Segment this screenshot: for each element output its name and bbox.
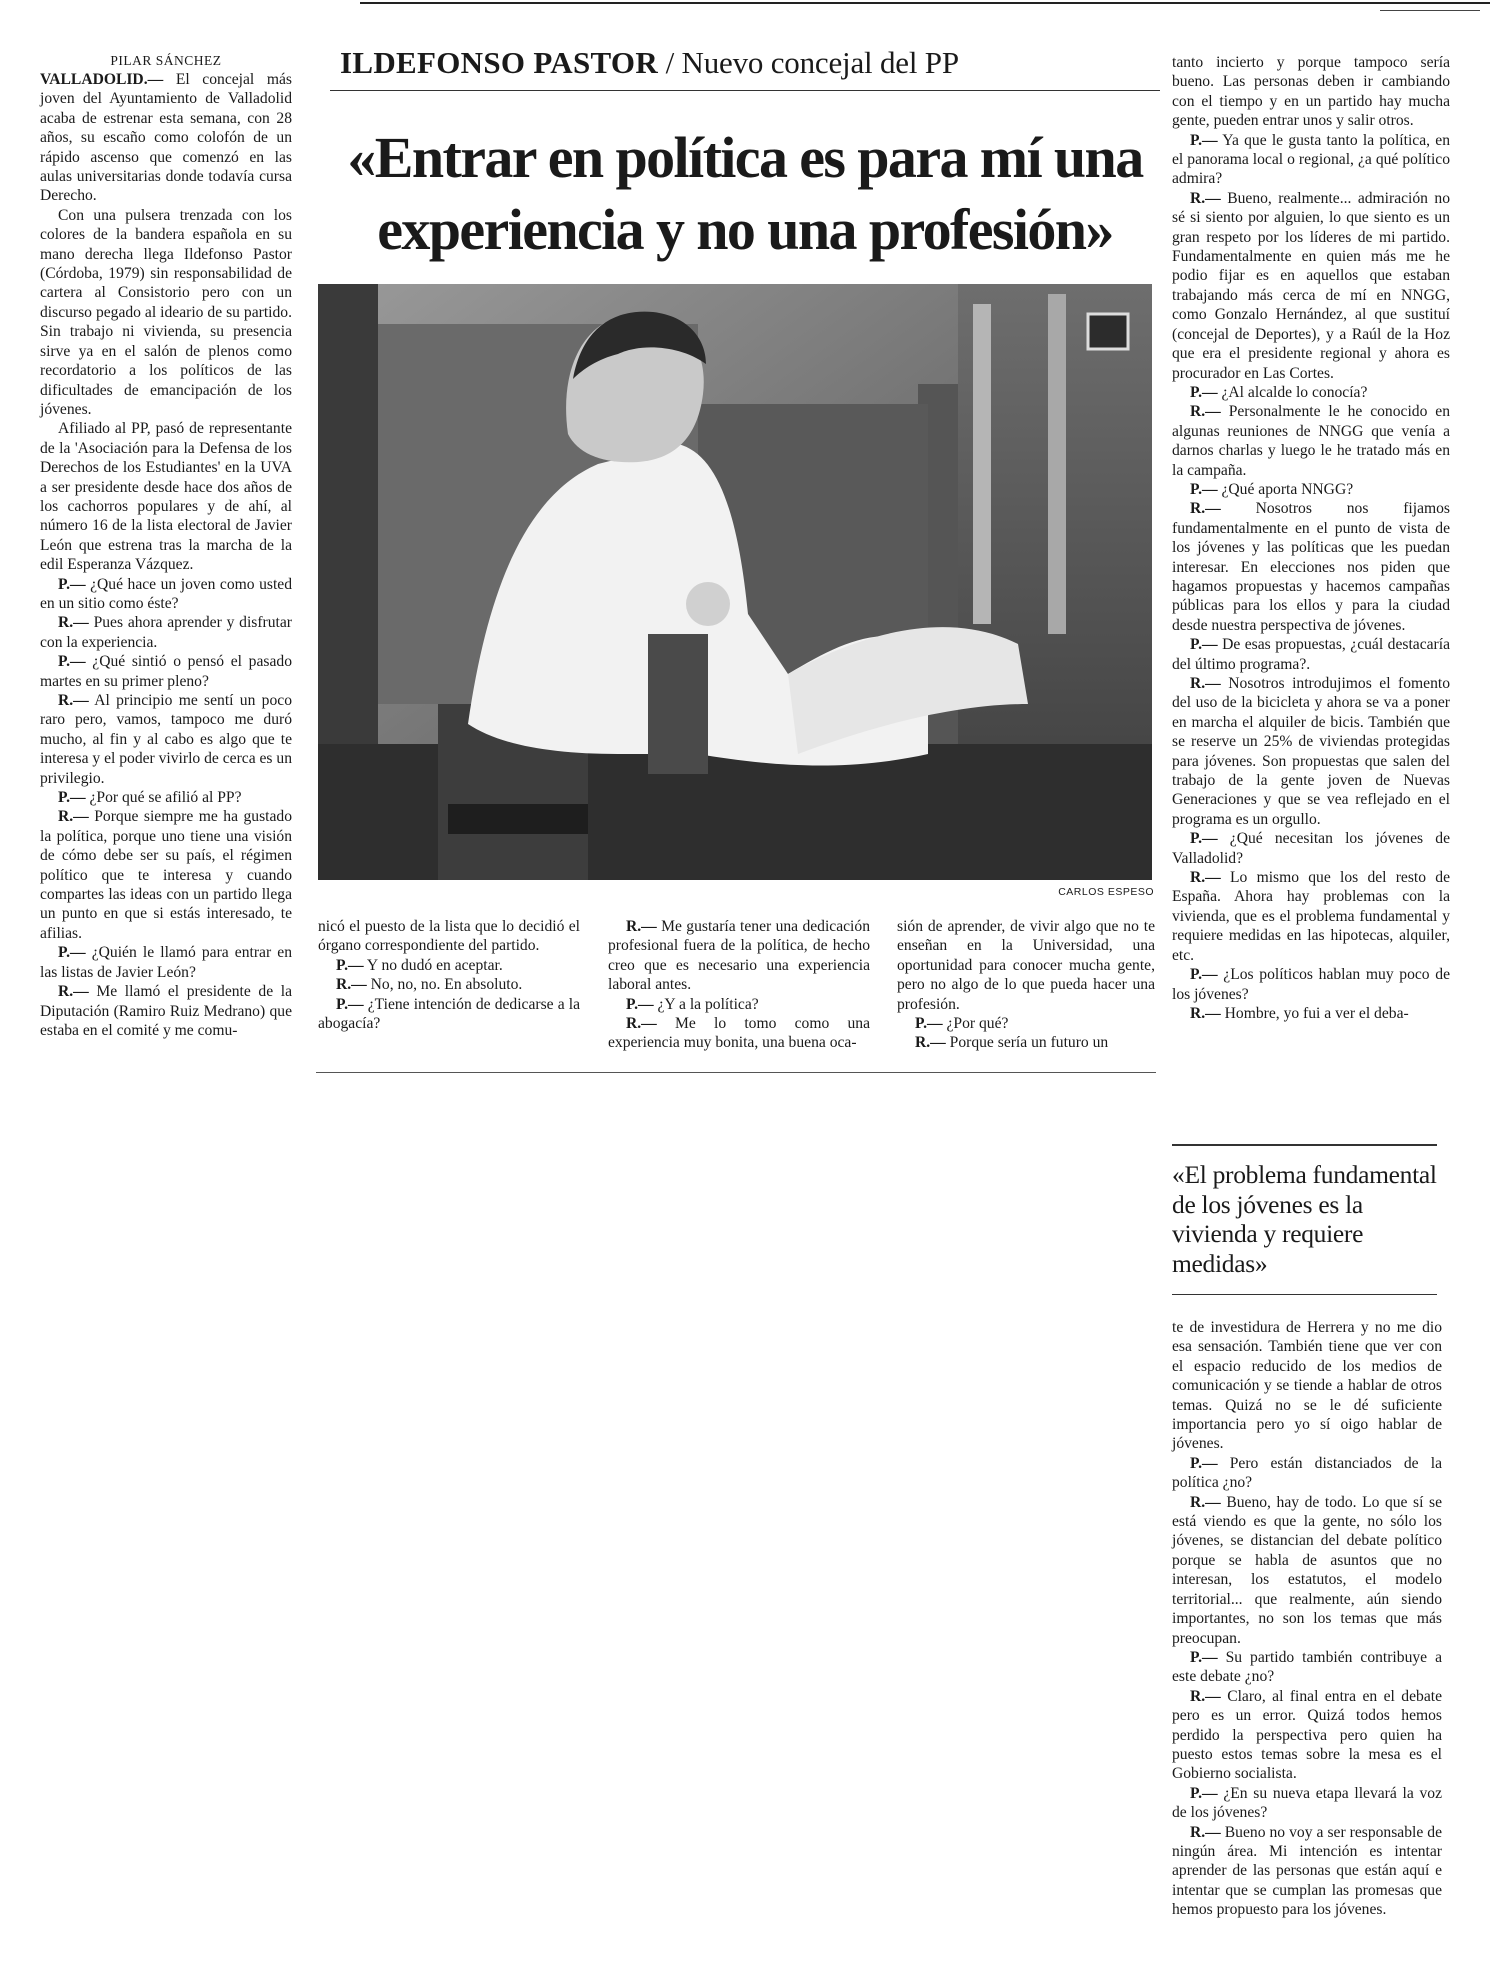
paragraph: [40, 943, 292, 982]
paragraph: [1172, 402, 1450, 480]
paragraph: [40, 652, 292, 691]
speaker-label: P.—: [626, 995, 654, 1013]
speaker-label: R.—: [1190, 675, 1221, 692]
paragraph-text: ¿Qué hace un joven como usted en un sitio como éste?: [40, 575, 292, 612]
paragraph: [318, 917, 580, 956]
paragraph-text: Nosotros nos fijamos fundamentalmente en el punto de vista de los jóvenes y las políticas que les puedan interesar. En elecciones nos piden que hagamos propuestas y hacemos campañas públicas para los ellos y para la ciudad desde nuestra perspectiva de jóvenes.: [1172, 500, 1450, 634]
headline-line-2: experiencia y no una profesión»: [377, 197, 1113, 262]
speaker-label: R.—: [915, 1034, 946, 1052]
paragraph-text: te de investidura de Herrera y no me dio esa sensación. También tiene que ver con el espacio reducido de los medios de comunicación y se tiende a hablar de otros temas. Quizá no se le dé suficiente importancia pero yo sí oigo hablar de jóvenes.: [1172, 1319, 1442, 1453]
speaker-label: R.—: [58, 614, 89, 632]
paragraph: [1172, 1004, 1450, 1023]
paragraph: [1172, 499, 1450, 635]
speaker-label: P.—: [1190, 636, 1218, 654]
speaker-label: P.—: [1190, 1454, 1218, 1472]
paragraph: [1172, 868, 1450, 965]
paragraph: [1172, 131, 1450, 189]
speaker-label: R.—: [1190, 189, 1221, 207]
paragraph-text: ¿En su nueva etapa llevará la voz de los jóvenes?: [1172, 1784, 1442, 1822]
kicker-name: ILDEFONSO PASTOR: [340, 45, 659, 80]
paragraph-text: De esas propuestas, ¿cuál destacaría del último programa?.: [1172, 636, 1450, 673]
speaker-label: R.—: [1190, 1004, 1221, 1022]
paragraph-text: Personalmente le he conocido en algunas reuniones de NNGG que venía a darnos charlas y luego le he tratado más en la campaña.: [1172, 403, 1450, 479]
top-rule: [360, 2, 1490, 4]
paragraph-text: Me llamó el presidente de la Diputación (Ramiro Ruiz Medrano) que estaba en el comité y me comu-: [40, 983, 292, 1039]
column-3: [608, 917, 870, 1053]
speaker-label: R.—: [626, 1015, 657, 1033]
paragraph: [608, 995, 870, 1014]
paragraph: [1172, 1318, 1442, 1454]
paragraph-text: ¿Y a la política?: [657, 995, 759, 1013]
paragraph: [318, 956, 580, 975]
paragraph-text: Bueno, realmente... admiración no sé si siento por alguien, lo que siento es un gran respeto por los líderes de mi partido. Fundamentalmente en quien más me he podio fijar es en aquellos que estaban trabajando más cerca de mí en NNGG, como Gonzalo Hernández, al que sustituí (concejal de Deportes), y a Raúl de la Hoz que era el presidente regional y ahora es procurador en Las Cortes.: [1172, 189, 1450, 382]
paragraph-text: Me gustaría tener una dedicación profesional fuera de la política, de hecho creo que es necesario una experiencia laboral antes.: [608, 918, 870, 994]
speaker-label: R.—: [58, 808, 89, 826]
speaker-label: P.—: [1190, 1784, 1218, 1802]
speaker-label: P.—: [1190, 480, 1218, 498]
paragraph: [608, 917, 870, 995]
paragraph: [608, 1014, 870, 1053]
paragraph-text: tanto incierto y porque tampoco sería bueno. Las personas deben ir cambiando con el tiempo y en un partido hay mucha gente, pueden entrar unos y salir otros.: [1172, 54, 1450, 130]
paragraph: [40, 419, 292, 574]
paragraph: [1172, 635, 1450, 674]
paragraph-text: Bueno, hay de todo. Lo que sí se está viendo es que la gente, no sólo los jóvenes, se distancian del debate político porque se habla de asuntos que no interesan, los estatutos, el modelo territorial... que realmente, aún siendo importantes, no son los temas que más preocupan.: [1172, 1493, 1443, 1647]
paragraph-text: ¿Quién le llamó para entrar en las listas de Javier León?: [40, 944, 292, 981]
paragraph: [1172, 965, 1450, 1004]
byline: PILAR SÁNCHEZ: [110, 53, 222, 68]
paragraph-text: Pues ahora aprender y disfrutar con la experiencia.: [40, 614, 292, 651]
pullquote: «El problema fundamental de los jóvenes es la vivienda y requiere medidas»: [1172, 1160, 1437, 1278]
portrait-photo: [318, 284, 1152, 880]
paragraph: [1172, 1687, 1442, 1784]
kicker-subtitle: / Nuevo concejal del PP: [665, 45, 959, 80]
speaker-label: P.—: [58, 653, 86, 671]
photo-credit: CARLOS ESPESO: [1058, 886, 1154, 898]
paragraph: [40, 982, 292, 1040]
speaker-label: P.—: [915, 1015, 943, 1033]
speaker-label: R.—: [1190, 1493, 1221, 1511]
paragraph-text: Al principio me sentí un poco raro pero, vamos, tampoco me duró mucho, al fin y al cabo es algo que te interesa y el poder vivirlo de cerca es un privilegio.: [40, 692, 292, 787]
paragraph: [1172, 53, 1450, 131]
paragraph: [40, 807, 292, 943]
speaker-label: VALLADOLID.—: [40, 71, 164, 88]
paragraph-text: ¿Qué sintió o pensó el pasado martes en su primer pleno?: [40, 653, 292, 690]
paragraph-text: sión de aprender, de vivir algo que no te enseñan en la Universidad, una oportunidad para conocer mucha gente, pero no algo de lo que pueda hacer una profesión.: [897, 918, 1155, 1013]
paragraph: [1172, 1648, 1442, 1687]
paragraph-text: ¿Qué necesitan los jóvenes de Valladolid?: [1172, 830, 1450, 867]
paragraph-text: ¿Qué aporta NNGG?: [1221, 480, 1354, 498]
speaker-label: R.—: [1190, 500, 1221, 518]
speaker-label: R.—: [1190, 403, 1221, 421]
paragraph-text: nicó el puesto de la lista que lo decidió el órgano correspondiente del partido.: [318, 918, 580, 955]
speaker-label: P.—: [1190, 1648, 1218, 1666]
paragraph-text: ¿Los políticos hablan muy poco de los jóvenes?: [1172, 966, 1450, 1003]
paragraph-text: ¿Por qué se afilió al PP?: [89, 789, 242, 807]
paragraph-text: ¿Por qué?: [946, 1015, 1009, 1033]
paragraph-text: No, no, no. En absoluto.: [370, 976, 523, 994]
headline-line-1: «Entrar en política es para mí una: [347, 125, 1143, 190]
speaker-label: R.—: [1190, 1823, 1221, 1841]
speaker-label: P.—: [1190, 830, 1218, 848]
pullquote-rule-top: [1172, 1144, 1437, 1146]
column-4: [897, 917, 1155, 1053]
paragraph-text: Pero están distanciados de la política ¿no?: [1172, 1454, 1442, 1492]
paragraph-text: Afiliado al PP, pasó de representante de la 'Asociación para la Defensa de los Derechos de los Estudiantes' en la UVA a ser presidente desde hace dos años de los cachorros populares y de ahí, al número 16 de la lista electoral de Javier León que estrena tras la marcha de la edil Esperanza Vázquez.: [40, 420, 292, 574]
paragraph: [40, 613, 292, 652]
speaker-label: P.—: [58, 575, 86, 593]
speaker-label: P.—: [336, 956, 364, 974]
paragraph-text: Bueno no voy a ser responsable de ningún área. Mi intención es intentar aprender de las personas que están aquí e intentar que se cumplan las promesas que hemos propuesto para los jóvenes.: [1172, 1823, 1442, 1919]
paragraph: [1172, 189, 1450, 383]
paragraph: [40, 691, 292, 788]
paragraph: [40, 70, 292, 206]
paragraph: [1172, 829, 1450, 868]
paragraph-text: Porque sería un futuro un: [949, 1034, 1109, 1052]
speaker-label: R.—: [58, 983, 89, 1001]
paragraph-text: Porque siempre me ha gustado la política, porque uno tiene una visión de cómo debe ser su país, el régimen político que te interesa y cuando compartes las ideas con un partido llega un punto en que si estás interesado, te afilias.: [40, 808, 292, 942]
paragraph-text: Con una pulsera trenzada con los colores de la bandera española en su mano derecha llega Ildefonso Pastor (Córdoba, 1979) sin responsabilidad de cartera al Consistorio pero con un discurso pegado al ideario de su partido. Sin trabajo ni vivienda, su presencia sirve ya en el salón de plenos como recordatorio a los políticos de las dificultades de emancipación de los jóvenes.: [40, 206, 292, 418]
speaker-label: R.—: [336, 976, 367, 994]
paragraph-text: Lo mismo que los del resto de España. Ahora hay problemas con la vivienda, que es el problema fundamental y requiere medidas en las hipotecas, alquiler, etc.: [1172, 869, 1451, 964]
paragraph: [1172, 1493, 1442, 1648]
speaker-label: P.—: [1190, 966, 1218, 984]
paragraph: [40, 206, 292, 419]
column-2: [318, 917, 580, 1033]
paragraph: [40, 788, 292, 807]
paragraph-text: Me lo tomo como una experiencia muy bonita, una buena oca-: [608, 1015, 870, 1052]
paragraph-text: Ya que le gusta tanto la política, en el panorama local o regional, ¿a qué político admira?: [1172, 131, 1450, 188]
paragraph-text: Claro, al final entra en el debate pero es un error. Quizá todos hemos perdido la perspectiva pero quien ha puesto estos temas sobre la mesa es el Gobierno socialista.: [1172, 1687, 1442, 1783]
bottom-rule: [316, 1072, 1156, 1073]
portrait-photo-illustration: [318, 284, 1152, 880]
paragraph: [897, 917, 1155, 1014]
kicker-rule: [330, 90, 1160, 91]
paragraph: [1172, 1823, 1442, 1920]
paragraph: [318, 975, 580, 994]
speaker-label: R.—: [626, 918, 657, 935]
headline: [320, 122, 1170, 266]
speaker-label: R.—: [58, 692, 89, 709]
paragraph: [40, 575, 292, 614]
paragraph: [897, 1033, 1155, 1052]
paragraph-text: Y no dudó en aceptar.: [366, 956, 503, 974]
paragraph: [1172, 674, 1450, 829]
speaker-label: P.—: [336, 995, 364, 1013]
paragraph-text: El concejal más joven del Ayuntamiento de Valladolid acaba de estrenar esta semana, con 28 años, su escaño como colofón de un rápido ascenso que comenzó en las aulas universitarias donde todavía cursa Derecho.: [40, 71, 292, 205]
speaker-label: P.—: [58, 789, 86, 807]
paragraph: [318, 995, 580, 1034]
paragraph-text: Su partido también contribuye a este debate ¿no?: [1172, 1648, 1442, 1686]
column-6: [1172, 1318, 1442, 1920]
top-rule-short: [1380, 10, 1480, 11]
paragraph: [1172, 383, 1450, 402]
pullquote-rule-bottom: [1172, 1294, 1437, 1295]
column-1: [40, 52, 292, 1040]
speaker-label: P.—: [58, 944, 86, 962]
paragraph: [1172, 480, 1450, 499]
column-5: [1172, 53, 1450, 1023]
speaker-label: P.—: [1190, 131, 1218, 149]
paragraph: [897, 1014, 1155, 1033]
paragraph-text: Hombre, yo fui a ver el deba-: [1224, 1004, 1409, 1022]
paragraph-text: ¿Al alcalde lo conocía?: [1221, 383, 1368, 401]
kicker: [340, 45, 1160, 85]
speaker-label: P.—: [1190, 383, 1218, 401]
speaker-label: R.—: [1190, 869, 1221, 887]
paragraph-text: ¿Tiene intención de dedicarse a la abogacía?: [318, 995, 580, 1033]
speaker-label: R.—: [1190, 1687, 1221, 1705]
paragraph: [1172, 1454, 1442, 1493]
paragraph-text: Nosotros introdujimos el fomento del uso de la bicicleta y ahora se va a poner en marcha el alquiler de bicis. También que se reserve un 25% de viviendas protegidas para jóvenes. Son propuestas que salen del trabajo de la gente joven de Nuevas Generaciones y que se vea reflejado en el programa es un orgullo.: [1172, 675, 1450, 828]
paragraph: [1172, 1784, 1442, 1823]
